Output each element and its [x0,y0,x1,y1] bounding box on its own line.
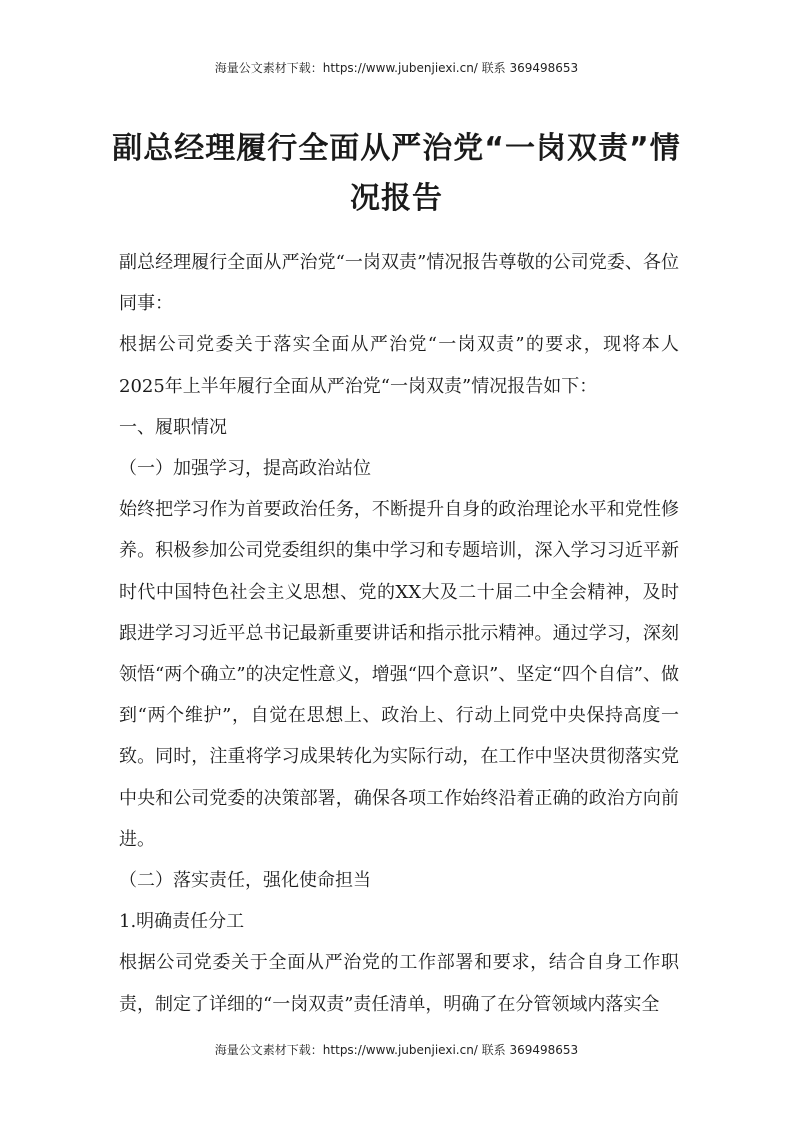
subsection-heading: （二）落实责任，强化使命担当 [119,870,371,892]
page-header: 海量公文素材下载：https://www.jubenjiexi.cn/ 联系 369498653 [214,61,579,75]
salutation-paragraph: 副总经理履行全面从严治党“一岗双责”情况报告尊敬的公司党委、各位同事： [119,252,679,315]
body-paragraph: 始终把学习作为首要政治任务，不断提升自身的政治理论水平和党性修养。积极参加公司党委组织的集中学习和专题培训，深入学习习近平新时代中国特色社会主义思想、党的XX大及二十届二中全会精神，及时跟进学习习近平总书记最新重要讲话和指示批示精神。通过学习，深刻领悟“两个确立”的决定性意义，增强“四个意识”、坚定“四个自信”、做到“两个维护”，自觉在思想上、政治上、行动上同党中央保持高度一致。同时，注重将学习成果转化为实际行动，在工作中坚决贯彻落实党中央和公司党委的决策部署，确保各项工作始终沿着正确的政治方向前进。 [119,499,679,850]
intro-paragraph: 根据公司党委关于落实全面从严治党“一岗双责”的要求，现将本人2025年上半年履行全面从严治党“一岗双责”情况报告如下： [119,334,679,397]
body-paragraph: 根据公司党委关于全面从严治党的工作部署和要求，结合自身工作职责，制定了详细的“一岗双责”责任清单，明确了在分管领域内落实全 [119,952,679,1015]
item-heading: 1.明确责任分工 [119,911,245,933]
document-body [119,242,679,1025]
page-footer: 海量公文素材下载：https://www.jubenjiexi.cn/ 联系 369498653 [214,1043,579,1057]
document-title [110,124,683,224]
subsection-heading: （一）加强学习，提高政治站位 [119,458,371,480]
title-line-2: 况报告 [350,181,443,216]
title-line-1: 副总经理履行全面从严治党“一岗双责”情 [112,131,681,166]
section-heading: 一、履职情况 [119,416,227,438]
